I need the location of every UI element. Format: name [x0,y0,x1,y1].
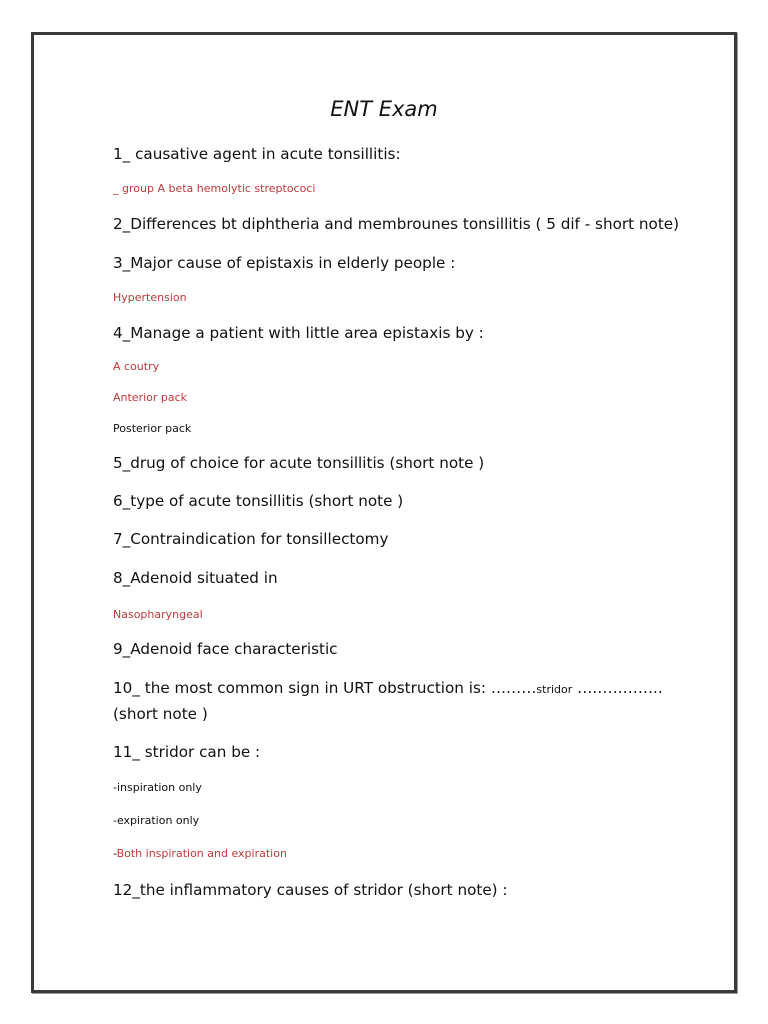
question-4: 4_Manage a patient with little area epistaxis by : [113,324,484,342]
question-3: 3_Major cause of epistaxis in elderly people : [113,254,456,272]
answer-11-option-1: -inspiration only [113,781,202,794]
question-5: 5_drug of choice for acute tonsillitis (short note ) [113,454,485,472]
question-1: 1_ causative agent in acute tonsillitis: [113,145,401,163]
answer-4-option-3: Posterior pack [113,422,192,435]
answer-4-option-1: A coutry [113,360,160,373]
answer-1: _ group A beta hemolytic streptococi [113,182,316,195]
answer-3: Hypertension [113,291,187,304]
question-10 [113,678,663,700]
answer-11-option-3-text: Both inspiration and expiration [116,847,287,860]
question-10-prefix: 10_ the most common sign in URT obstruction is: ……… [113,679,537,697]
question-6: 6_type of acute tonsillitis (short note ) [113,492,404,510]
question-2: 2_Differences bt diphtheria and membrounes tonsillitis ( 5 dif - short note) [113,215,680,233]
question-10-line-2: (short note ) [113,705,208,723]
question-8: 8_Adenoid situated in [113,569,278,587]
question-10-answer: stridor [536,683,573,696]
answer-4-option-2: Anterior pack [113,391,188,404]
question-11: 11_ stridor can be : [113,743,261,761]
answer-11-option-2: -expiration only [113,814,200,827]
question-7: 7_Contraindication for tonsillectomy [113,530,389,548]
answer-11-option-3-dash: - [113,847,117,860]
document-title: ENT Exam [330,97,438,121]
answer-8: Nasopharyngeal [113,608,203,621]
question-10-suffix: …………….. [572,679,663,697]
question-12: 12_the inflammatory causes of stridor (short note) : [113,881,508,899]
answer-11-option-3 [113,847,287,861]
question-9: 9_Adenoid face characteristic [113,640,338,658]
